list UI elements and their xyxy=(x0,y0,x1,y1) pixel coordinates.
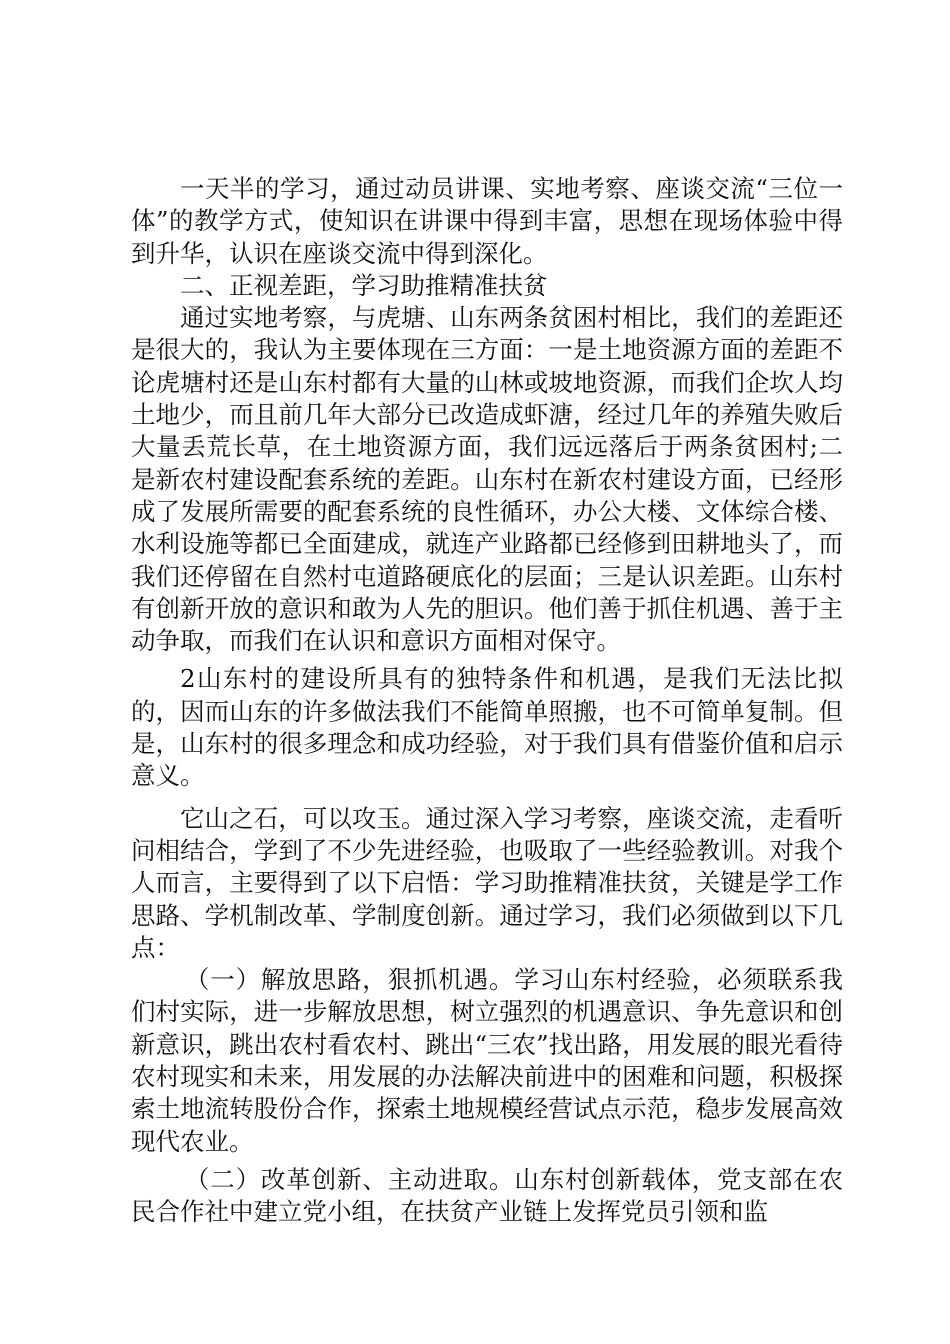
paragraph-study-summary: 一天半的学习，通过动员讲课、实地考察、座谈交流“三位一体”的教学方式，使知识在讲课中得到丰富，思想在现场体验中得到升华，认识在座谈交流中得到深化。 xyxy=(131,174,843,268)
document-body xyxy=(131,173,843,1229)
paragraph-point-one: （一）解放思路，狠抓机遇。学习山东村经验，必须联系我们村实际，进一步解放思想，树立强烈的机遇意识、争先意识和创新意识，跳出农村看农村、跳出“三农”找出路，用发展的眼光看待农村现实和未来，用发展的办法解决前进中的困难和问题，积极探索土地流转股份合作，探索土地规模经营试点示范，稳步发展高效现代农业。 xyxy=(131,965,843,1156)
paragraph-point-two: （二）改革创新、主动进取。山东村创新载体，党支部在农民合作社中建立党小组，在扶贫产业链上发挥党员引领和监 xyxy=(131,1164,843,1227)
paragraph-gap-analysis: 通过实地考察，与虎塘、山东两条贫困村相比，我们的差距还是很大的，我认为主要体现在三方面：一是土地资源方面的差距不论虎塘村还是山东村都有大量的山林或坡地资源，而我们企坎人均土地少，而且前几年大部分已改造成虾溏，经过几年的养殖失败后大量丢荒长草，在土地资源方面，我们远远落后于两条贫困村;二是新农村建设配套系统的差距。山东村在新农村建设方面，已经形成了发展所需要的配套系统的良性循环，办公大楼、文体综合楼、水利设施等都已全面建成，就连产业路都已经修到田耕地头了，而我们还停留在自然村屯道路硬底化的层面；三是认识差距。山东村有创新开放的意识和敢为人先的胆识。他们善于抓住机遇、善于主动争取，而我们在认识和意识方面相对保守。 xyxy=(131,303,843,656)
paragraph-unique-conditions: 2山东村的建设所具有的独特条件和机遇，是我们无法比拟的，因而山东的许多做法我们不能简单照搬，也不可简单复制。但是，山东村的很多理念和成功经验，对于我们具有借鉴价值和启示意义。 xyxy=(131,664,843,791)
section-heading-face-gap: 二、正视差距，学习助推精准扶贫 xyxy=(180,270,548,300)
paragraph-lessons-learned: 它山之石，可以攻玉。通过深入学习考察，座谈交流，走看听问相结合，学到了不少先进经验，也吸取了一些经验教训。对我个人而言，主要得到了以下启悟：学习助推精准扶贫，关键是学工作思路、学机制改革、学制度创新。通过学习，我们必须做到以下几点： xyxy=(131,803,843,962)
